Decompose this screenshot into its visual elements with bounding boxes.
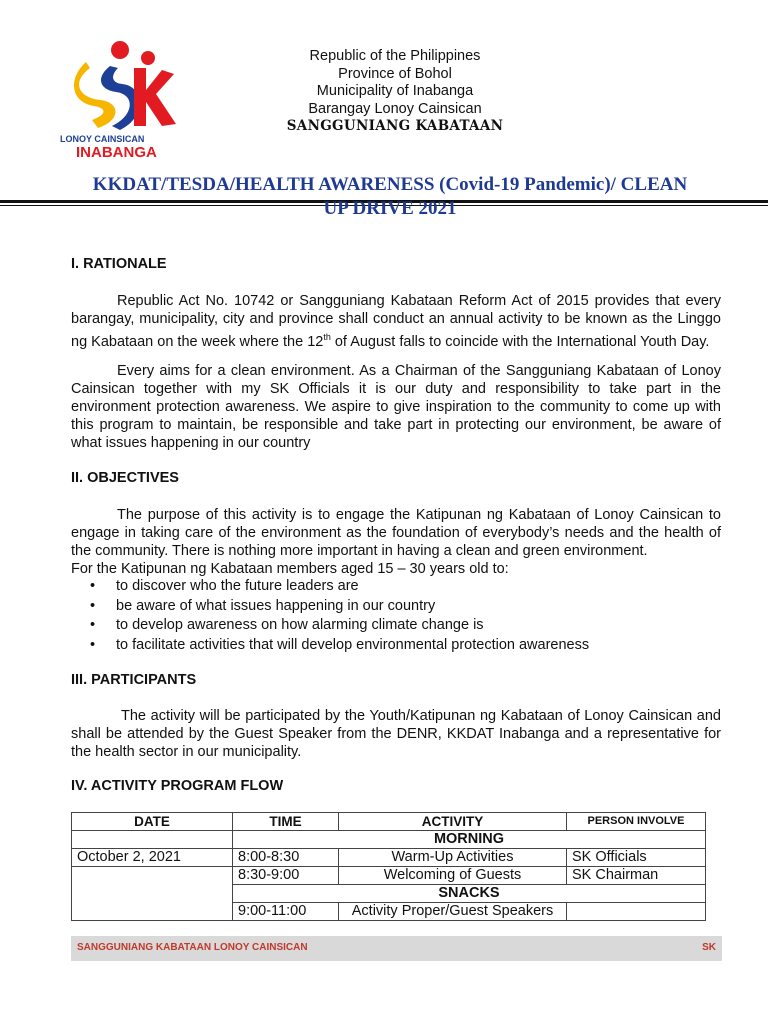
- activity-cell: Activity Proper/Guest Speakers: [339, 903, 567, 921]
- column-header-person: PERSON INVOLVE: [567, 813, 706, 831]
- objectives-paragraph-1: The purpose of this activity is to engage the Katipunan ng Kabataan of Lonoy Cainsican to engage in taking care of the environment as the foundation of everybody’s needs and the health of the community. There is nothing more important in having a clean and green environment.: [71, 507, 721, 559]
- column-header-activity: ACTIVITY: [339, 813, 567, 831]
- footer-right-text: SK: [702, 942, 716, 953]
- logo-line2: INABANGA: [76, 144, 157, 161]
- time-cell: 8:30-9:00: [233, 867, 339, 885]
- list-item: • to discover who the future leaders are: [88, 577, 589, 597]
- participants-paragraph: The activity will be participated by the Youth/Katipunan ng Kabataan of Lonoy Cainsican and shall be attended by the Guest Speaker from the DENR, KKDAT Inabanga and a representative for the health sector in our municipality.: [71, 708, 721, 760]
- rationale-paragraph-2: Every aims for a clean environment. As a Chairman of the Sangguniang Kabataan of Lonoy Cainsican together with my SK Officials it is our duty and responsibility to take part in the environment protection awareness. We aspire to give inspiration to the community to come up with this program to maintain, be responsible and take part in protecting our environment, be aware of what issues happening in our country: [71, 363, 721, 451]
- document-title-line2: UP DRIVE 2021: [323, 198, 457, 214]
- table-row: [72, 867, 706, 885]
- page-footer: [71, 936, 722, 961]
- objectives-list: [88, 577, 589, 655]
- objectives-paragraph-2: For the Katipunan ng Kabataan members aged 15 – 30 years old to:: [71, 561, 509, 577]
- program-heading: IV. ACTIVITY PROGRAM FLOW: [71, 778, 284, 794]
- time-cell: 9:00-11:00: [233, 903, 339, 921]
- activity-cell: Warm-Up Activities: [339, 849, 567, 867]
- header-barangay: Barangay Lonoy Cainsican: [308, 100, 482, 117]
- header-province: Province of Bohol: [338, 65, 452, 82]
- table-header-row: [72, 813, 706, 831]
- rationale-heading: I. RATIONALE: [71, 256, 167, 272]
- document-title: KKDAT/TESDA/HEALTH AWARENESS (Covid-19 Pandemic)/ CLEAN: [92, 174, 688, 195]
- list-item: • to develop awareness on how alarming climate change is: [88, 616, 589, 636]
- list-item: • be aware of what issues happening in our country: [88, 597, 589, 617]
- activity-cell: Welcoming of Guests: [339, 867, 567, 885]
- footer-left-text: SANGGUNIANG KABATAAN LONOY CAINSICAN: [77, 942, 308, 953]
- date-cell: October 2, 2021: [72, 849, 233, 867]
- section-morning: MORNING: [233, 831, 706, 849]
- time-cell: 8:00-8:30: [233, 849, 339, 867]
- column-header-time: TIME: [233, 813, 339, 831]
- header-country: Republic of the Philippines: [309, 48, 481, 64]
- table-row: [72, 831, 706, 849]
- program-table: [71, 812, 706, 921]
- header-office: SANGGUNIANG KABATAAN: [286, 118, 504, 134]
- header-block: [250, 48, 540, 136]
- table-row: [72, 849, 706, 867]
- rationale-paragraph-1: Republic Act No. 10742 or Sangguniang Kabataan Reform Act of 2015 provides that every barangay, municipality, city and province shall conduct an annual activity to be known as the Linggo ng Kabataan on the week where the 12th of August falls to coincide with the International Youth Day.: [71, 293, 721, 350]
- header-municipality: Municipality of Inabanga: [316, 83, 474, 99]
- person-cell: SK Chairman: [567, 867, 706, 885]
- objectives-heading: II. OBJECTIVES: [71, 470, 179, 486]
- sk-logo: [50, 28, 190, 168]
- participants-heading: III. PARTICIPANTS: [71, 672, 197, 688]
- list-item: • to facilitate activities that will develop environmental protection awareness: [88, 636, 589, 656]
- section-snacks: SNACKS: [233, 885, 706, 903]
- person-cell: SK Officials: [567, 849, 706, 867]
- column-header-date: DATE: [72, 813, 233, 831]
- logo-line1: LONOY CAINSICAN: [60, 134, 145, 144]
- person-cell: [567, 903, 706, 921]
